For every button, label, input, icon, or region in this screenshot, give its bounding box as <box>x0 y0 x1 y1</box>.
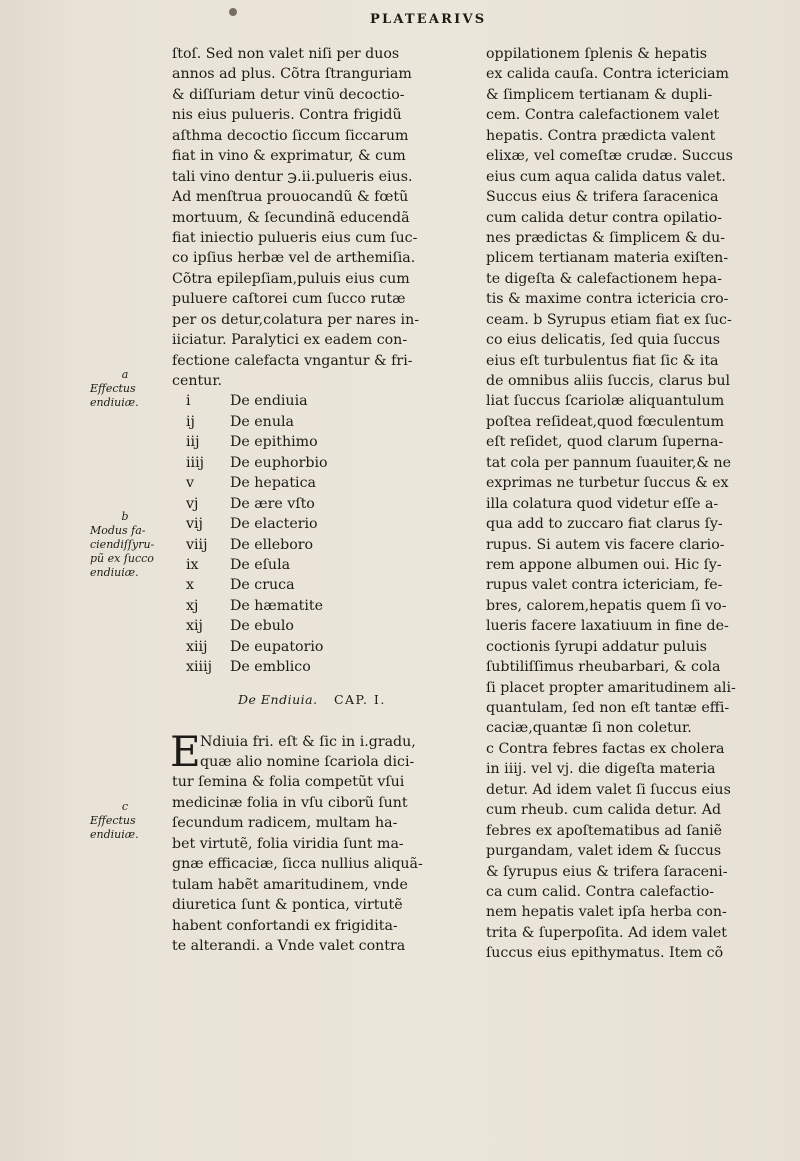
chapter-list <box>172 391 477 677</box>
text-line: ſecundum radicem, multam ha- <box>172 815 398 832</box>
text-line: iiciatur. Paralytici ex eadem con- <box>172 332 408 349</box>
text-line: medicinæ folia in vſu ciborũ ſunt <box>172 794 408 811</box>
text-line: aſthma decoctio ſiccum ſiccarum <box>172 127 409 144</box>
text-line: nis eius pulueris. Contra frigidũ <box>172 107 402 124</box>
text-line: ſuccus eius epithymatus. Item cõ <box>486 945 724 962</box>
text-line: per os detur,colatura per nares in- <box>172 311 420 328</box>
text-line: purgandam, valet idem & ſuccus <box>486 843 722 860</box>
chapter-label: CAP. I. <box>333 691 386 707</box>
text-line: co eius delicatis, ſed quia ſuccus <box>486 332 721 349</box>
text-line: ſtoſ. Sed non valet niſi per duos <box>172 46 400 62</box>
margin-note-b <box>90 510 160 580</box>
text-line: eius cum aqua calida datus valet. <box>486 168 726 185</box>
text-line: Succus eius & trifera ſaracenica <box>486 189 719 206</box>
text-line: liat ſuccus ſcariolæ aliquantulum <box>486 393 725 410</box>
list-number: xiij <box>186 638 208 655</box>
list-text: De emblico <box>230 659 311 676</box>
text-line: nes prædictas & ſimplicem & du- <box>486 229 726 246</box>
list-number: xiiij <box>186 659 213 676</box>
text-line: puluere caſtorei cum ſucco rutæ <box>172 291 406 308</box>
text-line: ceam. b Syrupus etiam fiat ex ſuc- <box>486 311 732 328</box>
list-text: De hepatica <box>230 475 316 492</box>
list-item <box>172 596 477 616</box>
text-line: te digeſta & calefactionem hepa- <box>486 270 722 287</box>
text-line: fiat in vino & exprimatur, & cum <box>172 148 406 165</box>
text-line: detur. Ad idem valet ſi ſuccus eius <box>486 781 731 798</box>
text-line: rupus. Si autem vis facere clario- <box>486 536 725 553</box>
list-number: xj <box>186 597 199 614</box>
left-column <box>172 44 477 956</box>
text-line: & ſimplicem tertianam & dupli- <box>486 86 713 103</box>
list-number: vij <box>186 516 203 533</box>
text-line: tulam habẽt amaritudinem, vnde <box>172 876 408 893</box>
text-line: trita & ſuperpoſita. Ad idem valet <box>486 924 727 941</box>
text-line: quæ alio nomine ſcariola dici- <box>200 754 415 770</box>
text-line: qua add to zuccaro fiat clarus ſy- <box>486 516 723 533</box>
text-line: cum rheub. cum calida detur. Ad <box>486 802 722 819</box>
margin-note-letter: b <box>121 510 129 523</box>
running-header: PLATEARIVS <box>370 12 487 27</box>
list-number: i <box>186 393 191 410</box>
text-line: elixæ, vel comeſtæ crudæ. Succus <box>486 148 733 165</box>
text-line: annos ad plus. Cõtra ſtranguriam <box>172 66 412 83</box>
list-number: vj <box>186 495 199 512</box>
text-line: cum calida detur contra opilatio- <box>486 209 722 226</box>
chapter-title: De Endiuia. <box>238 691 318 707</box>
list-text: De ære vſto <box>230 495 315 512</box>
text-line: eius eſt turbulentus fiat ſic & ita <box>486 352 719 369</box>
text-line: tat cola per pannum ſuauiter,& ne <box>486 454 732 471</box>
list-item <box>172 575 477 595</box>
list-item <box>172 657 477 677</box>
list-text: De ebulo <box>230 618 294 635</box>
list-text: De endiuia <box>230 393 308 410</box>
text-line: fiat iniectio pulueris eius cum ſuc- <box>172 229 418 246</box>
text-line: habent confortandi ex frigidita- <box>172 917 398 934</box>
list-number: ix <box>186 556 199 573</box>
list-text: De eſula <box>230 556 291 573</box>
text-line: tis & maxime contra ictericia cro- <box>486 291 729 308</box>
list-item <box>172 555 477 575</box>
text-line: cem. Contra calefactionem valet <box>486 107 720 124</box>
text-line: caciæ,quantæ ſi non coletur. <box>486 720 692 737</box>
text-line: gnæ efficaciæ, ſicca nullius aliquã- <box>172 856 423 873</box>
margin-note-line: Effectus <box>90 814 136 827</box>
margin-note-letter: c <box>121 800 129 813</box>
text-line: fectione calefacta vngantur & fri- <box>172 352 413 369</box>
list-text: De eupatorio <box>230 638 324 655</box>
text-line: Cõtra epilepſiam,puluis eius cum <box>172 270 410 287</box>
list-number: v <box>186 475 195 492</box>
list-number: iiij <box>186 454 205 471</box>
text-line: bet virtutẽ, folia viridia ſunt ma- <box>172 835 404 852</box>
list-text: De elacterio <box>230 516 318 533</box>
list-number: x <box>186 577 195 594</box>
list-item <box>172 535 477 555</box>
list-number: iij <box>186 434 200 451</box>
list-number: viij <box>186 536 208 553</box>
text-line: de omnibus aliis ſuccis, clarus bul <box>486 373 731 389</box>
margin-note-letter: a <box>121 368 129 381</box>
text-line: ſubtiliſſimus rheubarbari, & cola <box>486 659 721 676</box>
text-line: quantulam, ſed non eſt tantæ effi- <box>486 700 730 716</box>
list-item <box>172 432 477 452</box>
text-line: diuretica ſunt & pontica, virtutẽ <box>172 897 403 914</box>
text-line: te alterandi. a Vnde valet contra <box>172 937 406 954</box>
list-text: De enula <box>230 413 294 430</box>
text-line: tali vino dentur ℈.ii.pulueris eius. <box>172 168 413 185</box>
list-item <box>172 473 477 493</box>
margin-note-line: Modus fa- <box>90 524 146 537</box>
text-line: rem appone albumen oui. Hic ſy- <box>486 556 722 573</box>
text-line: nem hepatis valet ipſa herba con- <box>486 904 727 921</box>
list-item <box>172 514 477 534</box>
text-line: plicem tertianam materia exiſten- <box>486 250 729 267</box>
list-number: xij <box>186 618 203 635</box>
text-line: coctionis ſyrupi addatur puluis <box>486 638 707 655</box>
ink-spot <box>229 8 237 16</box>
list-text: De cruca <box>230 577 295 594</box>
text-line: febres ex apoſtematibus ad ſaniẽ <box>486 822 723 839</box>
margin-note-c <box>90 800 160 842</box>
list-item <box>172 494 477 514</box>
right-column <box>486 44 792 964</box>
text-line: rupus valet contra ictericiam, fe- <box>486 577 723 594</box>
text-line: tur ſemina & folia competũt vſui <box>172 774 405 791</box>
text-line: ex calida cauſa. Contra ictericiam <box>486 66 729 83</box>
margin-note-line: pũ ex ſucco <box>90 552 154 565</box>
list-item <box>172 453 477 473</box>
text-line: centur. <box>172 373 223 389</box>
text-line: Ndiuia fri. eſt & ſic in i.gradu, <box>200 733 416 750</box>
drop-capital: E <box>170 726 201 776</box>
margin-note-line: endiuiæ. <box>90 566 139 579</box>
text-line: eſt reſidet, quod clarum ſuperna- <box>486 434 724 451</box>
text-line: c Contra febres factas ex cholera <box>486 740 725 757</box>
list-text: De epithimo <box>230 434 318 451</box>
list-item <box>172 391 477 411</box>
text-line: co ipſius herbæ vel de arthemiſia. <box>172 250 416 267</box>
list-number: ij <box>186 413 195 430</box>
list-item <box>172 637 477 657</box>
margin-note-line: endiuiæ. <box>90 828 139 841</box>
text-line: illa colatura quod videtur eſſe a- <box>486 495 719 512</box>
text-line: ſi placet propter amaritudinem ali- <box>486 679 736 696</box>
margin-note-line: Effectus <box>90 382 136 395</box>
text-line: poſtea reſideat,quod fœculentum <box>486 413 725 430</box>
text-line: in iiij. vel vj. die digeſta materia <box>486 761 716 778</box>
margin-note-line: ciendiſſyru- <box>90 538 155 551</box>
list-text: De elleboro <box>230 536 314 553</box>
chapter-heading <box>172 690 477 710</box>
list-text: De hæmatite <box>230 597 324 614</box>
text-line: & diſſuriam detur vinũ decoctio- <box>172 86 405 103</box>
list-text: De euphorbio <box>230 454 328 471</box>
text-line: bres, calorem,hepatis quem ſi vo- <box>486 597 727 614</box>
list-item <box>172 412 477 432</box>
text-line: oppilationem ſplenis & hepatis <box>486 46 707 62</box>
text-line: lueris facere laxatiuum in fine de- <box>486 618 729 635</box>
margin-note-a <box>90 368 160 410</box>
text-line: & ſyrupus eius & trifera ſaraceni- <box>486 863 728 880</box>
text-line: hepatis. Contra prædicta valent <box>486 127 716 144</box>
list-item <box>172 616 477 636</box>
text-line: mortuum, & ſecundinã educendã <box>172 209 410 226</box>
margin-note-line: endiuiæ. <box>90 396 139 409</box>
text-line: ca cum calid. Contra calefactio- <box>486 883 715 900</box>
text-line: Ad menſtrua prouocandũ & fœtũ <box>172 189 409 206</box>
text-line: exprimas ne turbetur ſuccus & ex <box>486 475 729 492</box>
